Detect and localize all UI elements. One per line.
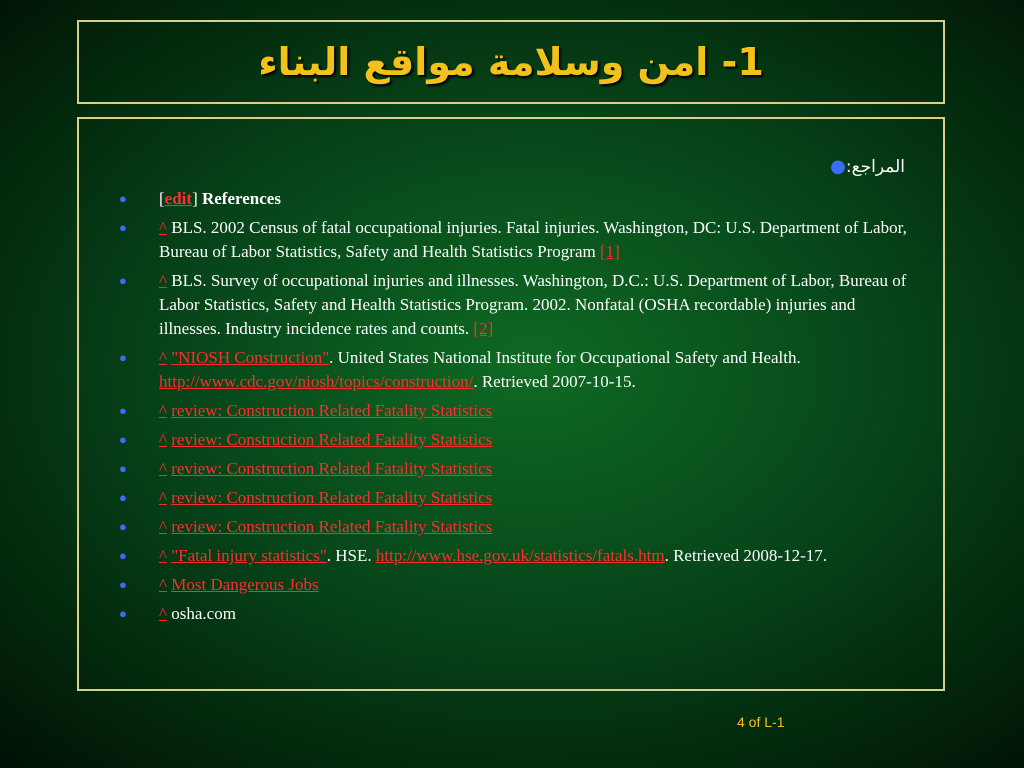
references-list bbox=[117, 187, 907, 631]
ref-link[interactable]: review: Construction Related Fatality Statistics bbox=[171, 517, 493, 536]
bullet-icon: ● bbox=[119, 403, 127, 418]
ref-link[interactable]: "Fatal injury statistics" bbox=[171, 546, 327, 565]
title-box bbox=[77, 20, 945, 104]
ref-link[interactable]: review: Construction Related Fatality Statistics bbox=[171, 401, 493, 420]
list-item bbox=[117, 544, 907, 568]
bullet-icon: ● bbox=[119, 191, 127, 206]
list-item bbox=[117, 428, 907, 452]
references-label: References bbox=[201, 189, 281, 208]
list-item bbox=[117, 187, 907, 211]
slide-footer: 4 of L-1 bbox=[737, 714, 785, 730]
ref-link[interactable]: [1] bbox=[599, 242, 620, 261]
bullet-icon: ● bbox=[119, 548, 127, 563]
bullet-icon: ● bbox=[119, 490, 127, 505]
bracket-open: [ bbox=[159, 189, 165, 208]
ref-link[interactable]: review: Construction Related Fatality Statistics bbox=[171, 459, 493, 478]
caret-link[interactable]: ^ bbox=[159, 218, 167, 237]
caret-link[interactable]: ^ bbox=[159, 459, 167, 478]
caret-link[interactable]: ^ bbox=[159, 488, 167, 507]
list-item bbox=[117, 573, 907, 597]
bullet-icon: ● bbox=[119, 577, 127, 592]
list-item bbox=[117, 515, 907, 539]
bracket-close: ] bbox=[192, 189, 198, 208]
list-item bbox=[117, 399, 907, 423]
list-item bbox=[117, 216, 907, 264]
ref-text: BLS. 2002 Census of fatal occupational injuries. Fatal injuries. Washington, DC: U.S. Department of Labor, Bureau of Labor Statistics, Safety and Health Statistics Program bbox=[159, 218, 907, 261]
bullet-icon: ● bbox=[119, 461, 127, 476]
ref-url[interactable]: http://www.hse.gov.uk/statistics/fatals.htm bbox=[375, 546, 665, 565]
ref-link[interactable]: review: Construction Related Fatality Statistics bbox=[171, 488, 493, 507]
content-box bbox=[77, 117, 945, 691]
bullet-icon: ● bbox=[119, 220, 127, 235]
bullet-icon: ● bbox=[119, 273, 127, 288]
ref-text: osha.com bbox=[171, 604, 236, 623]
slide-title: 1- امن وسلامة مواقع البناء bbox=[258, 40, 764, 84]
list-item bbox=[117, 346, 907, 394]
caret-link[interactable]: ^ bbox=[159, 430, 167, 449]
ref-text: BLS. Survey of occupational injuries and illnesses. Washington, D.C.: U.S. Department of Labor, Bureau of Labor Statistics, Safety and Health Statistics Program. 2002. Nonfatal (OSHA recordable) injuries and illnesses. Industry incidence rates and counts. bbox=[159, 271, 907, 338]
bullet-icon: ● bbox=[119, 350, 127, 365]
caret-link[interactable]: ^ bbox=[159, 348, 167, 367]
bullet-icon: ● bbox=[119, 606, 127, 621]
edit-link[interactable]: edit bbox=[164, 189, 193, 208]
caret-link[interactable]: ^ bbox=[159, 604, 167, 623]
ref-link[interactable]: [2] bbox=[473, 319, 494, 338]
ref-link[interactable]: review: Construction Related Fatality Statistics bbox=[171, 430, 493, 449]
ref-text: . HSE. bbox=[326, 546, 376, 565]
references-heading-item bbox=[812, 156, 905, 177]
list-item bbox=[117, 269, 907, 341]
bullet-icon: ● bbox=[119, 519, 127, 534]
list-item bbox=[117, 486, 907, 510]
bullet-icon: ● bbox=[119, 432, 127, 447]
references-heading: المراجع: bbox=[845, 156, 905, 177]
ref-url[interactable]: http://www.cdc.gov/niosh/topics/construction/ bbox=[159, 372, 474, 391]
ref-text: . United States National Institute for Occupational Safety and Health. bbox=[329, 348, 801, 367]
list-item bbox=[117, 602, 907, 626]
ref-link[interactable]: Most Dangerous Jobs bbox=[171, 575, 319, 594]
ref-retrieved: . Retrieved 2007-10-15. bbox=[473, 372, 636, 391]
list-item bbox=[117, 457, 907, 481]
caret-link[interactable]: ^ bbox=[159, 271, 167, 290]
bullet-icon: ● bbox=[830, 156, 846, 177]
caret-link[interactable]: ^ bbox=[159, 546, 167, 565]
caret-link[interactable]: ^ bbox=[159, 517, 167, 536]
ref-link[interactable]: "NIOSH Construction" bbox=[171, 348, 330, 367]
caret-link[interactable]: ^ bbox=[159, 575, 167, 594]
caret-link[interactable]: ^ bbox=[159, 401, 167, 420]
ref-retrieved: . Retrieved 2008-12-17. bbox=[664, 546, 827, 565]
